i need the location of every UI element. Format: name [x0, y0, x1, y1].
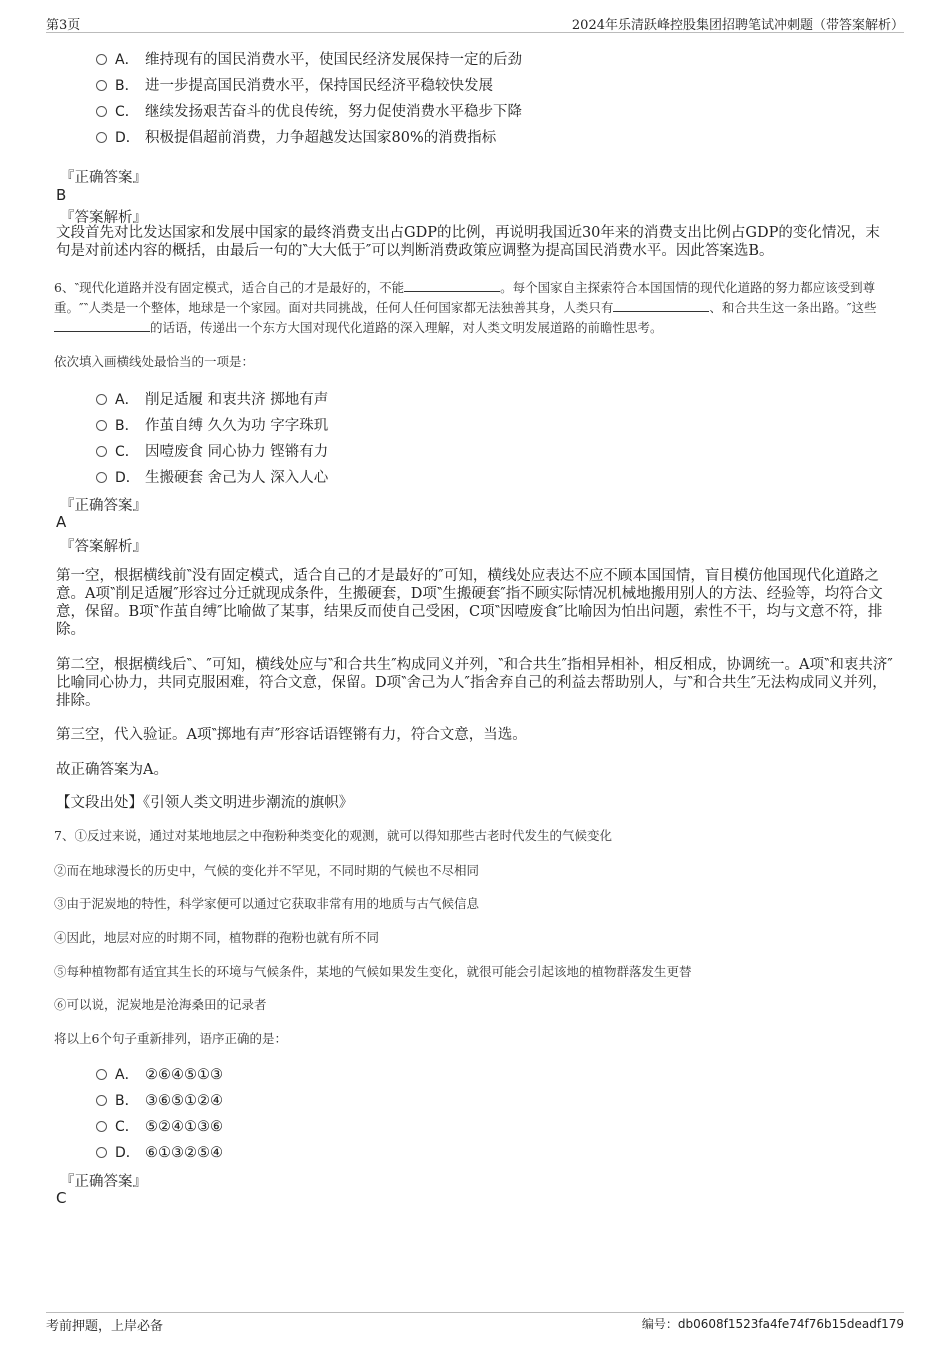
q5-answer: B — [56, 186, 67, 204]
radio-icon[interactable] — [96, 1121, 107, 1132]
q5-option-c[interactable]: C． 继续发扬艰苦奋斗的优良传统，努力促使消费水平稳步下降 — [96, 100, 522, 121]
radio-icon[interactable] — [96, 420, 107, 431]
radio-icon[interactable] — [96, 446, 107, 457]
radio-icon[interactable] — [96, 80, 107, 91]
document-title: 2024年乐清跃峰控股集团招聘笔试冲刺题（带答案解析） — [571, 18, 904, 33]
q7-sentence-6: ⑥可以说，泥炭地是沧海桑田的记录者 — [54, 997, 267, 1012]
q7-sentence-3: ③由于泥炭地的特性，科学家便可以通过它获取非常有用的地质与古气候信息 — [54, 896, 480, 911]
q5-analysis: 文段首先对比发达国家和发展中国家的最终消费支出占GDP的比例，再说明我国近30年来的消费支出比例占GDP的变化情况，末句是对前述内容的概括，由最后一句的‶大大低于″可以判断消费政策应调整为提高国民消费水平。因此答案选B。 — [56, 225, 880, 259]
q6-option-c[interactable]: C． 因噎废食 同心协力 铿锵有力 — [96, 440, 328, 461]
q6-stem: 6、‶现代化道路并没有固定模式，适合自己的才是最好的，不能 。每个国家自主探索符合本国国情的现代化道路的努力都应该受到尊重。″‶人类是一个整体，地球是一个家园。面对共同挑战，任何人任何国家都无法独善其身，人类只有 、和合共生这一条出路。″这些的话语，传递出一个东方大国对现代化道路的深入理解，对人类文明发展道路的前瞻性思考。 — [54, 280, 877, 335]
fill-blank-2 — [613, 299, 709, 312]
radio-icon[interactable] — [96, 1095, 107, 1106]
fill-blank-3 — [54, 319, 150, 332]
radio-icon[interactable] — [96, 54, 107, 65]
q5-analysis-label: 『答案解析』 — [60, 210, 147, 226]
q6-analysis-label: 『答案解析』 — [60, 539, 147, 555]
page-header — [46, 14, 904, 33]
footer-slogan: 考前押题，上岸必备 — [46, 1319, 164, 1334]
radio-icon[interactable] — [96, 1069, 107, 1080]
radio-icon[interactable] — [96, 394, 107, 405]
q7-option-c[interactable]: C． ⑤②④①③⑥ — [96, 1116, 223, 1136]
q7-sentence-1: 7、①反过来说，通过对某地地层之中孢粉种类变化的观测，就可以得知那些古老时代发生的气候变化 — [54, 828, 612, 843]
q7-answer: C — [56, 1189, 67, 1207]
q6-source: 【文段出处】《引领人类文明进步潮流的旗帜》 — [56, 795, 354, 811]
q6-analysis-para-3: 第三空，代入验证。A项‶掷地有声″形容话语铿锵有力，符合文意，当选。 — [56, 727, 527, 743]
q6-prompt: 依次填入画横线处最恰当的一项是： — [54, 354, 255, 369]
q7-sentence-4: ④因此，地层对应的时期不同，植物群的孢粉也就有所不同 — [54, 930, 380, 945]
page-number: 第3页 — [46, 18, 81, 33]
q5-option-a[interactable]: A． 维持现有的国民消费水平，使国民经济发展保持一定的后劲 — [96, 48, 522, 69]
q7-sentence-5: ⑤每种植物都有适宜其生长的环境与气候条件，某地的气候如果发生变化，就很可能会引起该地的植物群落发生更替 — [54, 964, 692, 979]
q7-prompt: 将以上6个句子重新排列，语序正确的是： — [54, 1031, 287, 1046]
q6-answer: A — [56, 513, 67, 531]
q6-option-a[interactable]: A． 削足适履 和衷共济 掷地有声 — [96, 388, 328, 409]
radio-icon[interactable] — [96, 106, 107, 117]
radio-icon[interactable] — [96, 472, 107, 483]
document-code: 编号：db0608f1523fa4fe74f76b15deadf179 — [641, 1317, 904, 1331]
q6-analysis-para-4: 故正确答案为A。 — [56, 762, 168, 778]
q5-answer-label: 『正确答案』 — [60, 170, 147, 186]
q7-option-b[interactable]: B． ③⑥⑤①②④ — [96, 1090, 223, 1110]
q6-analysis-para-2: 第二空，根据横线后‶、″可知，横线处应与‶和合共生″构成同义并列，‶和合共生″指相异相补，相反相成，协调统一。A项‶和衷共济″比喻同心协力，共同克服困难，符合文意，保留。D项‶舍己为人″指舍弃自己的利益去帮助别人，与‶和合共生″无法构成同义并列，排除。 — [56, 657, 893, 709]
q5-option-d[interactable]: D． 积极提倡超前消费，力争超越发达国家80%的消费指标 — [96, 126, 496, 147]
q6-option-d[interactable]: D． 生搬硬套 舍己为人 深入人心 — [96, 466, 328, 487]
page-footer — [46, 1312, 904, 1334]
radio-icon[interactable] — [96, 1147, 107, 1158]
q6-analysis-para-1: 第一空，根据横线前‶没有固定模式，适合自己的才是最好的″可知，横线处应表达不应不顾本国国情，盲目模仿他国现代化道路之意。A项‶削足适履″形容过分迁就现成条件，生搬硬套，D项‶生搬硬套″指不顾实际情况机械地搬用别人的方法、经验等，均符合文意，保留。B项‶作茧自缚″比喻做了某事，结果反而使自己受困，C项‶因噎废食″比喻因为怕出问题，索性不干，均与文意不符，排除。 — [56, 568, 883, 638]
fill-blank-1 — [404, 279, 500, 292]
q7-option-a[interactable]: A． ②⑥④⑤①③ — [96, 1064, 223, 1084]
radio-icon[interactable] — [96, 132, 107, 143]
q6-answer-label: 『正确答案』 — [60, 498, 147, 514]
q5-option-b[interactable]: B． 进一步提高国民消费水平，保持国民经济平稳较快发展 — [96, 74, 493, 95]
q7-option-d[interactable]: D． ⑥①③②⑤④ — [96, 1142, 223, 1162]
q6-option-b[interactable]: B． 作茧自缚 久久为功 字字珠玑 — [96, 414, 328, 435]
q7-sentence-2: ②而在地球漫长的历史中，气候的变化并不罕见，不同时期的气候也不尽相同 — [54, 863, 480, 878]
q7-answer-label: 『正确答案』 — [60, 1174, 147, 1190]
